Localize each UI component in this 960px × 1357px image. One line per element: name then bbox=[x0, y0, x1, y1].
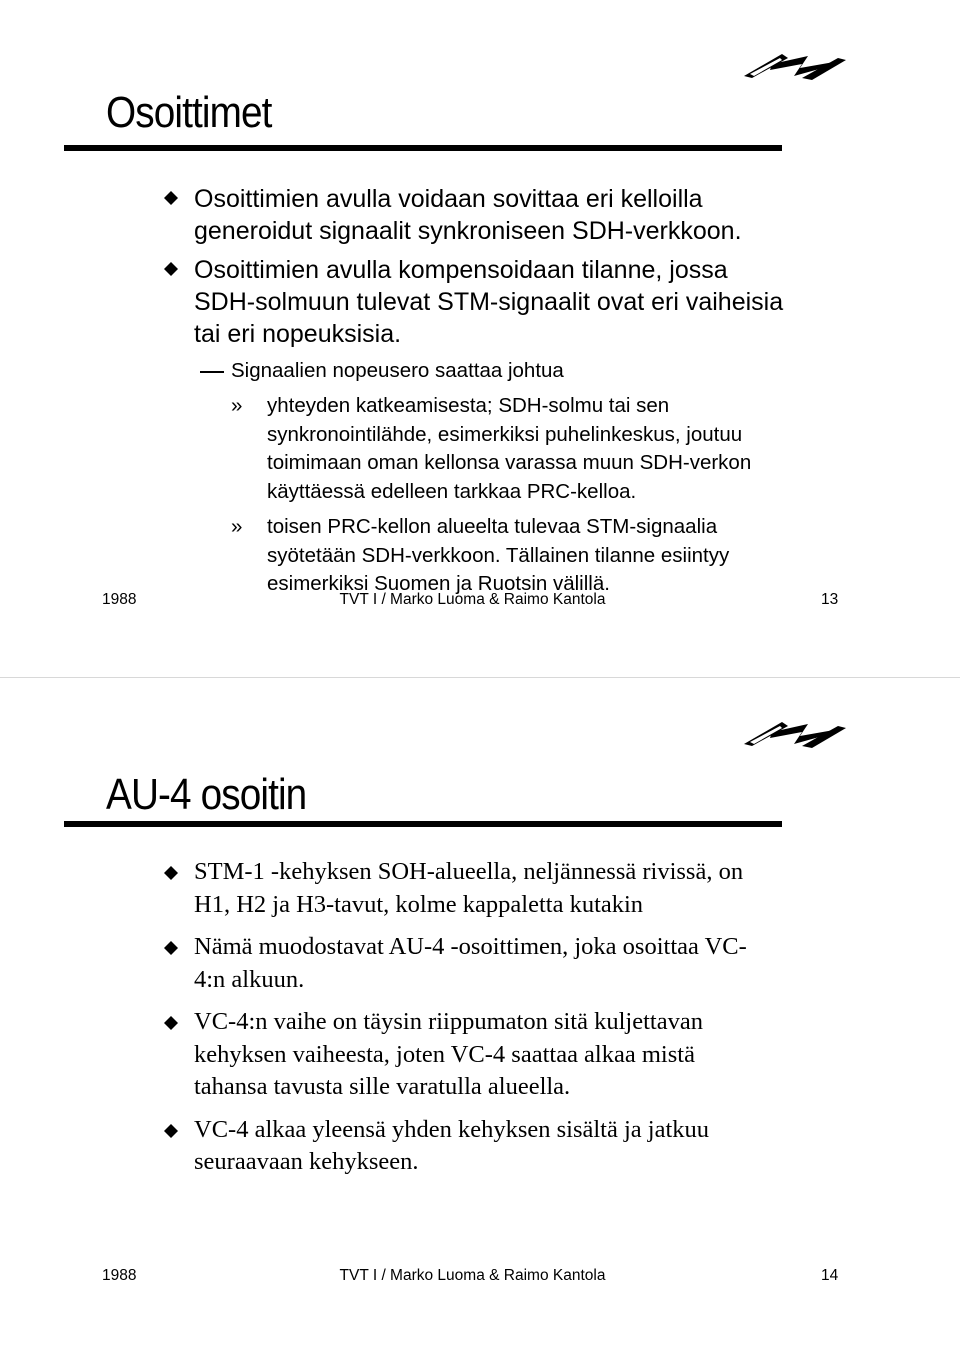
title-underline bbox=[64, 821, 782, 827]
bullet-line: tai eri nopeuksisia. bbox=[194, 320, 402, 348]
bullet-line: 4:n alkuun. bbox=[194, 965, 305, 993]
lightning-logo-icon bbox=[742, 50, 850, 90]
slide-14 bbox=[0, 678, 960, 1357]
slide-content bbox=[160, 856, 830, 1189]
diamond-bullet-icon bbox=[164, 1124, 178, 1138]
lightning-logo-icon bbox=[742, 718, 850, 758]
raquo-marker: » bbox=[231, 515, 243, 538]
slide-13 bbox=[0, 0, 960, 678]
bullet-line: SDH-solmuun tulevat STM-signaalit ovat eri vaiheisia bbox=[194, 288, 784, 316]
bullet-line: Nämä muodostavat AU-4 -osoittimen, joka osoittaa VC- bbox=[194, 933, 747, 960]
bullet-line: H1, H2 ja H3-tavut, kolme kappaletta kutakin bbox=[194, 890, 644, 918]
bullet-line: VC-4:n vaihe on täysin riippumaton sitä kuljettavan bbox=[194, 1008, 703, 1035]
bullet-item bbox=[160, 254, 830, 350]
bullet-line: Osoittimien avulla voidaan sovittaa eri kelloilla bbox=[194, 185, 703, 213]
bullet-line: Osoittimien avulla kompensoidaan tilanne, jossa bbox=[194, 256, 728, 284]
subsub-bullet-item bbox=[231, 513, 830, 599]
sub-bullet-item bbox=[200, 357, 830, 385]
bullet-item bbox=[160, 1114, 830, 1179]
slide-content bbox=[160, 183, 830, 599]
sub-bullet-text: Signaalien nopeusero saattaa johtua bbox=[231, 359, 564, 382]
bullet-item bbox=[160, 931, 830, 996]
subsub-line: esimerkiksi Suomen ja Ruotsin välillä. bbox=[267, 572, 610, 595]
bullet-line: seuraavaan kehykseen. bbox=[194, 1148, 419, 1175]
subsub-line: toisen PRC-kellon alueelta tulevaa STM-signaalia bbox=[267, 515, 718, 538]
bullet-item bbox=[160, 856, 830, 921]
subsub-bullet-item bbox=[231, 392, 830, 506]
diamond-bullet-icon bbox=[164, 1016, 178, 1030]
subsub-line: toimimaan oman kellonsa varassa muun SDH-verkon bbox=[267, 451, 752, 474]
bullet-item bbox=[160, 1006, 830, 1104]
page-number: 14 bbox=[821, 1267, 839, 1284]
bullet-line: kehyksen vaiheesta, joten VC-4 saattaa alkaa mistä bbox=[194, 1040, 695, 1068]
slide-title: Osoittimet bbox=[106, 88, 272, 137]
subsub-line: käyttäessä edelleen tarkkaa PRC-kelloa. bbox=[267, 479, 637, 503]
bullet-line: tahansa tavusta sille varatulla alueella. bbox=[194, 1073, 571, 1100]
page-number: 13 bbox=[821, 591, 839, 608]
subsub-line: synkronointilähde, esimerkiksi puhelinkeskus, joutuu bbox=[267, 422, 743, 446]
subsub-line: yhteyden katkeamisesta; SDH-solmu tai sen bbox=[267, 394, 670, 417]
subsub-line: syötetään SDH-verkkoon. Tällainen tilanne esiintyy bbox=[267, 543, 730, 567]
diamond-bullet-icon bbox=[164, 262, 178, 276]
raquo-marker: » bbox=[231, 394, 243, 417]
footer-authors: TVT I / Marko Luoma & Raimo Kantola bbox=[339, 591, 606, 608]
diamond-bullet-icon bbox=[164, 191, 178, 205]
diamond-bullet-icon bbox=[164, 866, 178, 880]
bullet-line: VC-4 alkaa yleensä yhden kehyksen sisältä ja jatkuu bbox=[194, 1115, 710, 1143]
footer-year: 1988 bbox=[102, 591, 137, 608]
title-underline bbox=[64, 145, 782, 151]
bullet-line: generoidut signaalit synkroniseen SDH-verkkoon. bbox=[194, 217, 742, 245]
slide-title: AU-4 osoitin bbox=[106, 770, 307, 819]
bullet-line: STM-1 -kehyksen SOH-alueella, neljännessä rivissä, on bbox=[194, 858, 744, 885]
diamond-bullet-icon bbox=[164, 941, 178, 955]
footer-authors: TVT I / Marko Luoma & Raimo Kantola bbox=[339, 1267, 606, 1284]
dash-marker-icon bbox=[200, 371, 224, 373]
bullet-item bbox=[160, 183, 830, 247]
footer-year: 1988 bbox=[102, 1267, 137, 1284]
